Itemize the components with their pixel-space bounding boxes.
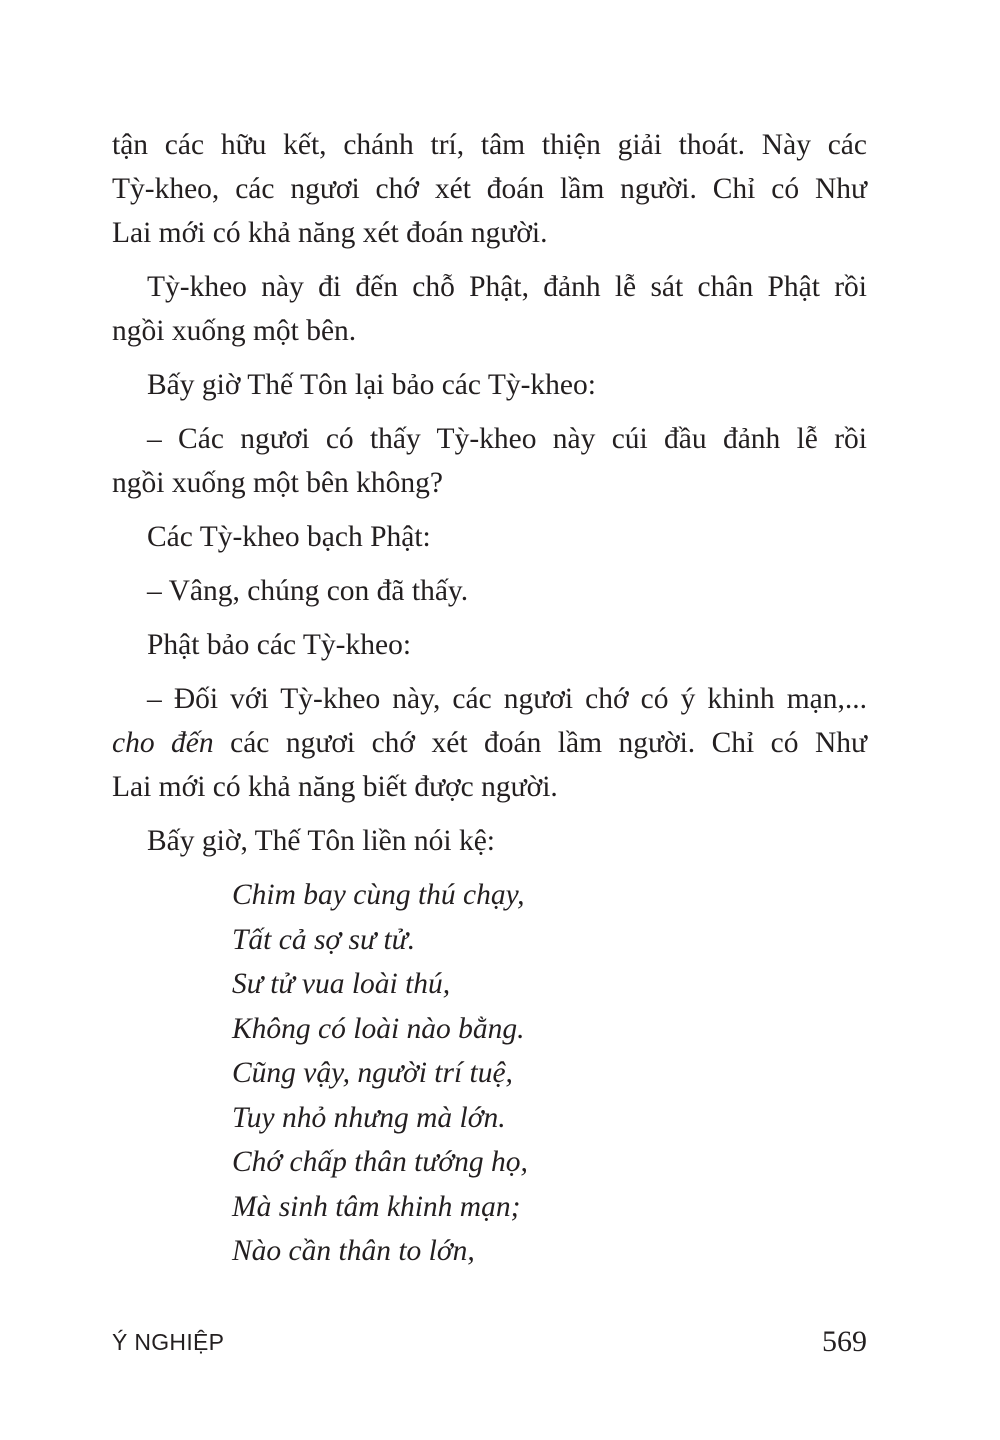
page-body (112, 123, 867, 1274)
paragraph-3: Bấy giờ Thế Tôn lại bảo các Tỳ-kheo: (147, 369, 596, 401)
verse-line: Tất cả sợ sư tử. (232, 923, 416, 956)
verse-line: Nào cần thân to lớn, (232, 1235, 475, 1267)
verse-line: Chớ chấp thân tướng họ, (232, 1146, 528, 1178)
paragraph-4 (112, 417, 867, 505)
paragraph-8 (112, 677, 867, 809)
page-number: 569 (822, 1325, 867, 1358)
paragraph-9: Bấy giờ, Thế Tôn liền nói kệ: (147, 825, 495, 857)
paragraph-line: ngồi xuống một bên. (112, 315, 357, 347)
verse-line: Cũng vậy, người trí tuệ, (232, 1057, 513, 1089)
running-footer-title: Ý NGHIỆP (112, 1329, 225, 1355)
paragraph-line: Lai mới có khả năng xét đoán người. (112, 217, 548, 249)
paragraph-line-rest: các ngươi chớ xét đoán lầm người. Chỉ có Như (213, 727, 868, 759)
paragraph-line: Lai mới có khả năng biết được người. (112, 771, 558, 803)
paragraph-1 (112, 123, 867, 255)
verse-line: Tuy nhỏ nhưng mà lớn. (232, 1101, 506, 1134)
paragraph-5: Các Tỳ-kheo bạch Phật: (147, 521, 431, 553)
verse-line: Chim bay cùng thú chạy, (232, 879, 525, 911)
italic-phrase: cho đến (112, 727, 214, 759)
verse-line: Không có loài nào bằng. (232, 1012, 525, 1045)
paragraph-2 (112, 265, 867, 353)
verse-line: Mà sinh tâm khinh mạn; (232, 1190, 521, 1223)
paragraph-7: Phật bảo các Tỳ-kheo: (147, 629, 412, 661)
paragraph-line (112, 721, 867, 765)
paragraph-line: – Các ngươi có thấy Tỳ-kheo này cúi đầu đảnh lễ rồi (147, 423, 867, 455)
paragraph-line: Tỳ-kheo, các ngươi chớ xét đoán lầm người. Chỉ có Như (112, 173, 867, 205)
paragraph-line: – Đối với Tỳ-kheo này, các ngươi chớ có ý khinh mạn,... (147, 683, 867, 715)
paragraph-line: tận các hữu kết, chánh trí, tâm thiện giải thoát. Này các (112, 129, 867, 161)
verse-block (232, 873, 867, 1274)
verse-line: Sư tử vua loài thú, (232, 968, 451, 1000)
paragraph-line: Tỳ-kheo này đi đến chỗ Phật, đảnh lễ sát chân Phật rồi (147, 271, 867, 303)
paragraph-line: ngồi xuống một bên không? (112, 467, 444, 499)
paragraph-6: – Vâng, chúng con đã thấy. (147, 575, 469, 607)
